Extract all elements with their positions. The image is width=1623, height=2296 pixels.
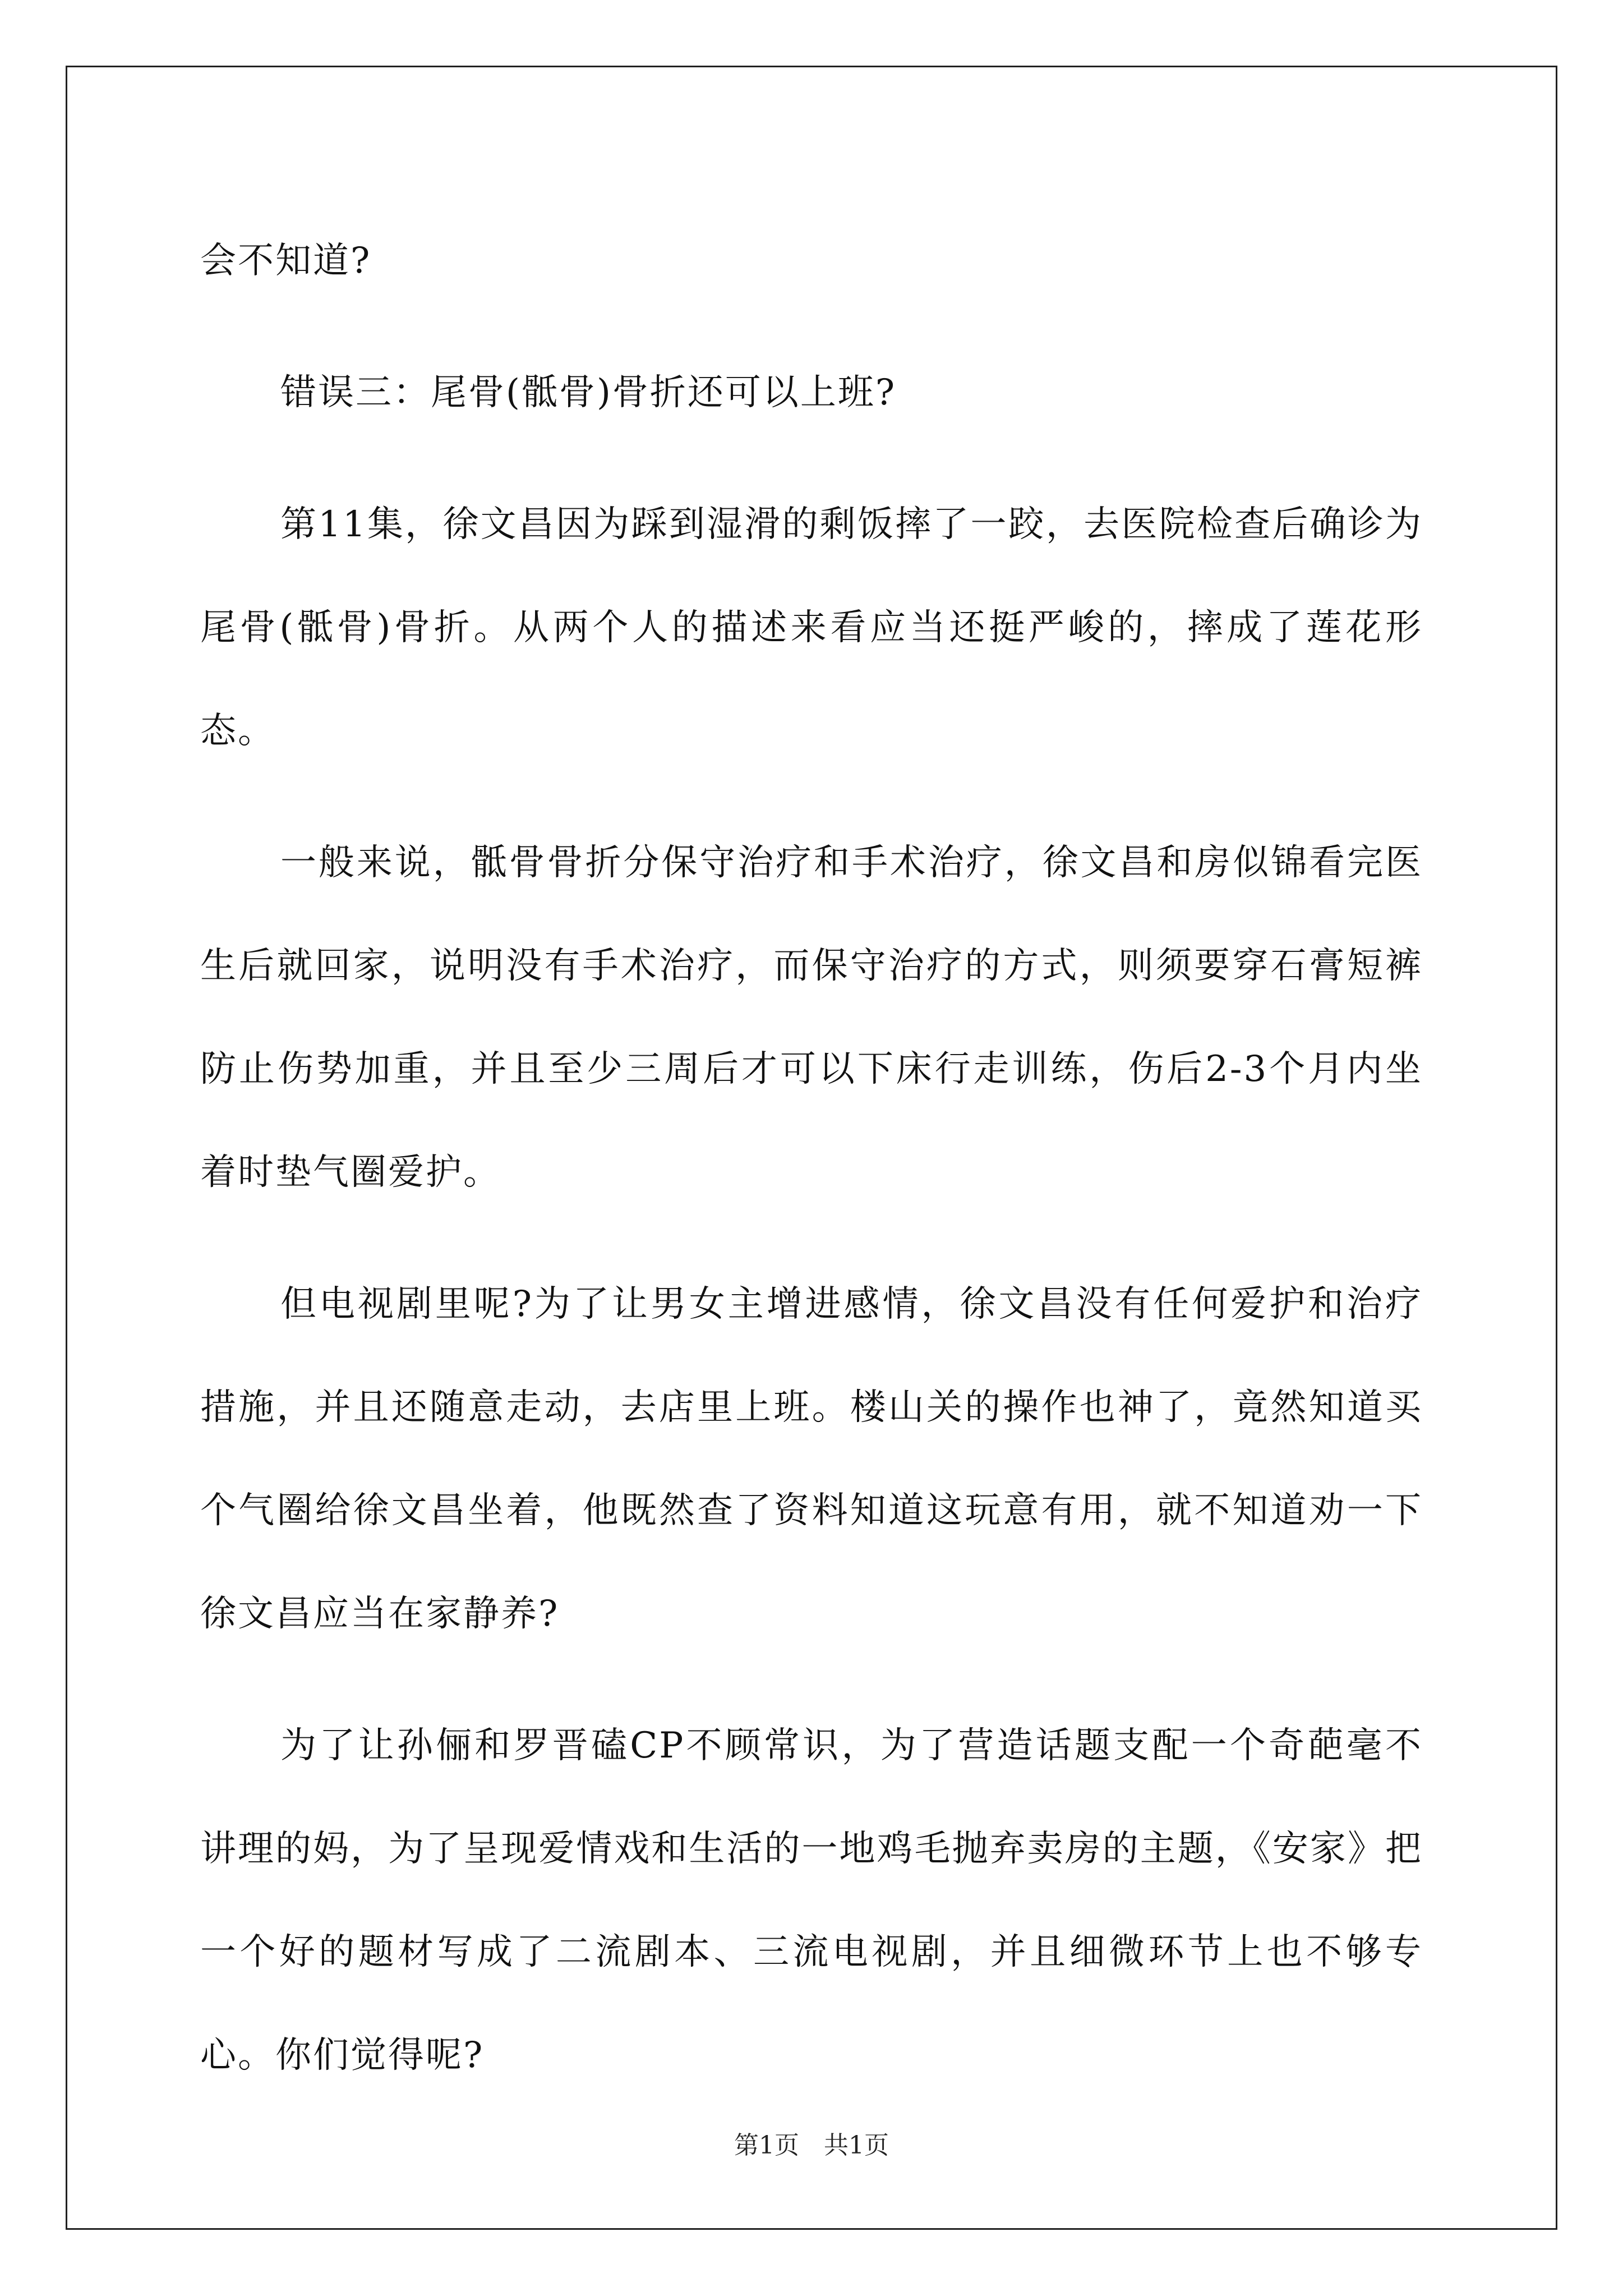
paragraph-tv-drama: 但电视剧里呢?为了让男女主增进感情，徐文昌没有任何爱护和治疗措施，并且还随意走动，去店里上班。楼山关的操作也神了，竟然知道买个气圈给徐文昌坐着，他既然查了资料知道这玩意有用，就不知道劝一下徐文昌应当在家静养? xyxy=(200,1283,1423,1635)
paragraph-episode-11: 第11集，徐文昌因为踩到湿滑的剩饭摔了一跤，去医院检查后确诊为尾骨(骶骨)骨折。从两个人的描述来看应当还挺严峻的，摔成了莲花形态。 xyxy=(200,504,1423,752)
paragraph-continuation: 会不知道? xyxy=(200,240,372,282)
paragraph-treatment: 一般来说，骶骨骨折分保守治疗和手术治疗，徐文昌和房似锦看完医生后就回家，说明没有手术治疗，而保守治疗的方式，则须要穿石膏短裤防止伤势加重，并且至少三周后才可以下床行走训练，伤后2-3个月内坐着时垫气圈爱护。 xyxy=(200,842,1423,1193)
document-body xyxy=(200,209,1423,2136)
paragraph-conclusion: 为了让孙俪和罗晋磕CP不顾常识，为了营造话题支配一个奇葩毫不讲理的妈，为了呈现爱情戏和生活的一地鸡毛抛弃卖房的主题，《安家》把一个好的题材写成了二流剧本、三流电视剧，并且细微环节上也不够专心。你们觉得呢? xyxy=(200,1725,1423,2076)
page-footer: 第1页 共1页 xyxy=(734,2131,889,2160)
paragraph-heading-error-three: 错误三：尾骨(骶骨)骨折还可以上班? xyxy=(280,372,897,413)
